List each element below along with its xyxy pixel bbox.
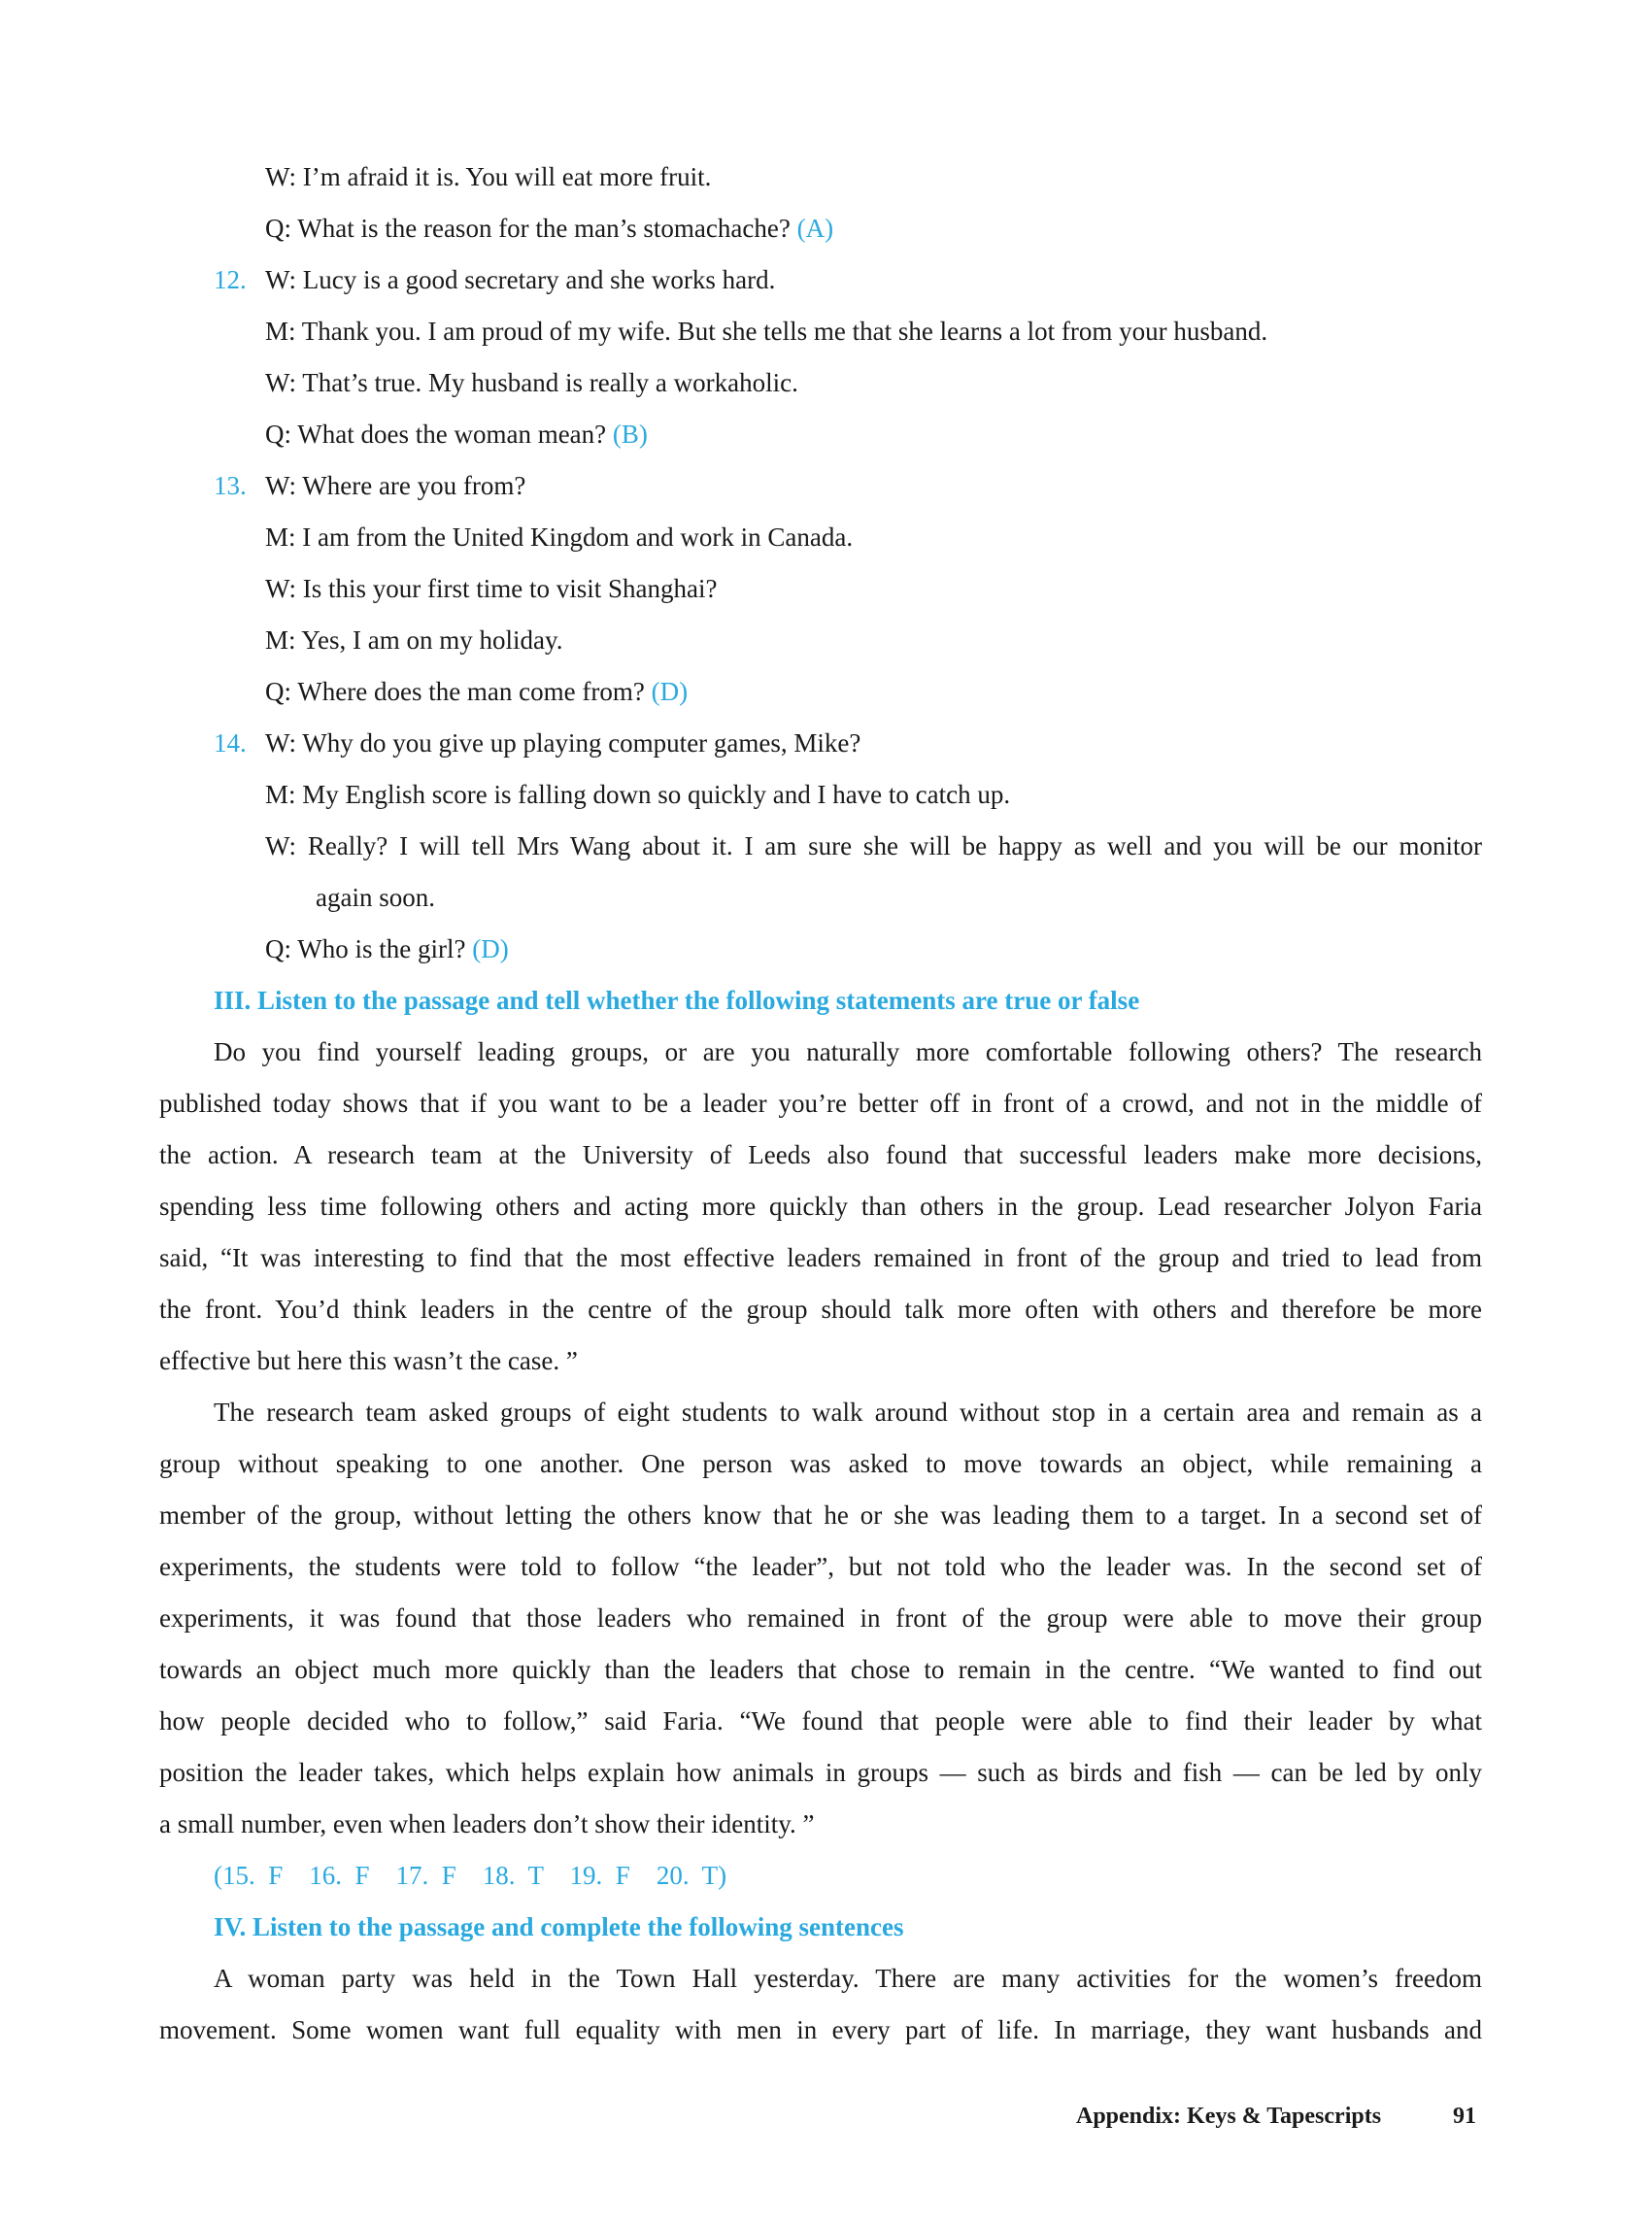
dialogue-line [265,674,688,709]
paragraph-line: group without speaking to one another. One person was asked to move towards an object, while remaining a [159,1449,1482,1478]
dialogue-line [265,777,1010,812]
dialogue-line [265,365,798,400]
paragraph-line: Do you find yourself leading groups, or are you naturally more comfortable following others? The research [214,1037,1482,1066]
dialogue-text: Q: Who is the girl? [265,934,473,963]
dialogue-line [265,417,648,452]
dialogue-text: W: Lucy is a good secretary and she works hard. [265,265,776,294]
paragraph-line: a small number, even when leaders don’t show their identity. ” [159,1809,815,1838]
dialogue-line [265,468,525,503]
question-number: 12. [214,265,247,294]
footer-title: Appendix: Keys & Tapescripts [1076,2104,1382,2129]
dialogue-line [265,725,860,760]
paragraph-line: experiments, the students were told to follow “the leader”, but not told who the leader was. In the second set of [159,1552,1482,1581]
section-heading: III. Listen to the passage and tell whether the following statements are true or false [214,986,1140,1015]
answer-key-list: (15. F 16. F 17. F 18. T 19. F 20. T) [214,1861,727,1890]
dialogue-text: M: I am from the United Kingdom and work in Canada. [265,523,854,552]
answer-key: (A) [796,214,834,243]
answer-key: (D) [472,934,509,963]
dialogue-line [265,262,775,297]
dialogue-text: M: Yes, I am on my holiday. [265,625,563,655]
dialogue-line [265,211,833,246]
paragraph-line: published today shows that if you want to be a leader you’re better off in front of a crowd, and not in the middle of [159,1089,1482,1118]
paragraph-line: position the leader takes, which helps explain how animals in groups — such as birds and fish — can be led by only [159,1758,1482,1787]
question-number: 14. [214,728,247,758]
dialogue-line [265,571,717,606]
paragraph-line: movement. Some women want full equality with men in every part of life. In marriage, they want husbands and [159,2015,1482,2044]
paragraph-line: the front. You’d think leaders in the centre of the group should talk more often with others and therefore be more [159,1295,1482,1324]
dialogue-text: W: Where are you from? [265,471,526,500]
paragraph-line: how people decided who to follow,” said Faria. “We found that people were able to find their leader by what [159,1706,1482,1736]
dialogue-line [265,828,1482,863]
dialogue-text: W: Is this your first time to visit Shanghai? [265,574,718,603]
paragraph-line: effective but here this wasn’t the case. ” [159,1346,578,1375]
dialogue-line [265,623,563,657]
dialogue-line [265,159,711,194]
dialogue-line [265,931,509,966]
page-number: 91 [1453,2104,1476,2129]
dialogue-text: Q: What is the reason for the man’s stomachache? [265,214,797,243]
paragraph-line: towards an object much more quickly than the leaders that chose to remain in the centre. “We wanted to find out [159,1655,1482,1684]
dialogue-text: W: I’m afraid it is. You will eat more fruit. [265,162,712,191]
paragraph-line: the action. A research team at the University of Leeds also found that successful leaders make more decisions, [159,1140,1482,1169]
dialogue-text: again soon. [316,883,435,912]
paragraph-line: experiments, it was found that those leaders who remained in front of the group were able to move their group [159,1603,1482,1633]
dialogue-text: Q: What does the woman mean? [265,420,613,449]
paragraph-line: The research team asked groups of eight students to walk around without stop in a certain area and remain as a [214,1398,1482,1427]
dialogue-line [265,314,1267,349]
answer-key: (D) [651,677,689,706]
dialogue-line [316,880,435,915]
dialogue-text: Q: Where does the man come from? [265,677,652,706]
section-heading: IV. Listen to the passage and complete the following sentences [214,1912,904,1941]
dialogue-text: M: My English score is falling down so quickly and I have to catch up. [265,780,1011,809]
dialogue-line [265,520,853,555]
dialogue-text: W: That’s true. My husband is really a workaholic. [265,368,798,397]
paragraph-line: member of the group, without letting the others know that he or she was leading them to a target. In a second set of [159,1500,1482,1530]
question-number: 13. [214,471,247,500]
answer-key: (B) [612,420,648,449]
dialogue-text: W: Why do you give up playing computer games, Mike? [265,728,861,758]
paragraph-line: said, “It was interesting to find that the most effective leaders remained in front of the group and tried to lead from [159,1243,1482,1272]
paragraph-line: A woman party was held in the Town Hall yesterday. There are many activities for the women’s freedom [214,1964,1482,1993]
dialogue-text: W: Really? I will tell Mrs Wang about it. I am sure she will be happy as well and you will be our monitor [265,831,1482,860]
paragraph-line: spending less time following others and acting more quickly than others in the group. Lead researcher Jolyon Faria [159,1192,1482,1221]
dialogue-text: M: Thank you. I am proud of my wife. But she tells me that she learns a lot from your husband. [265,317,1268,346]
